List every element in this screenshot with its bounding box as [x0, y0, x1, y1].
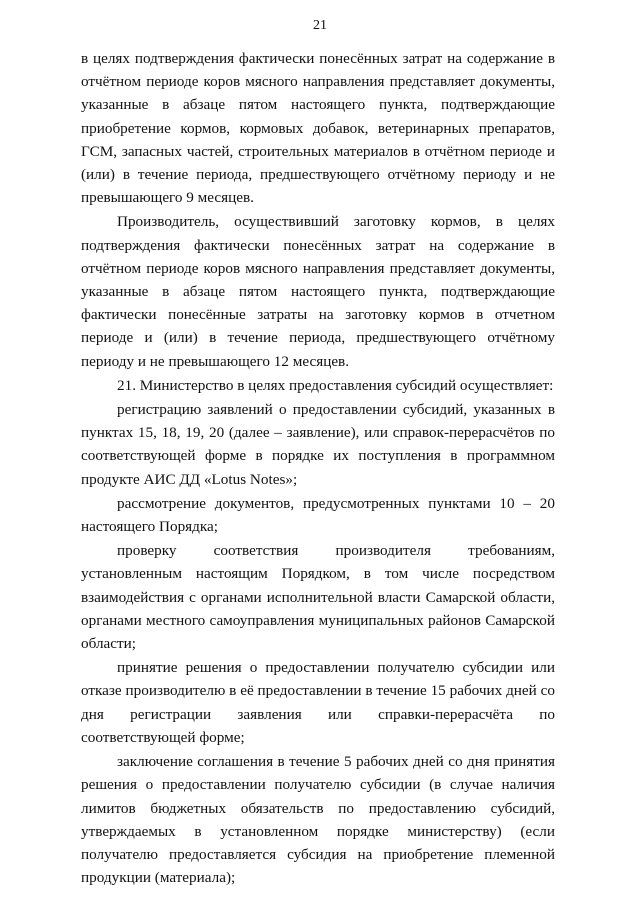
paragraph-feed-costs-documents: в целях подтверждения фактически понесённых затрат на содержание в отчётном периоде коров мясного направления представляет документы, указанные в абзаце пятом настоящего пункта, подтверждающие приобретение кормов, кормовых добавок, ветеринарных препаратов, ГСМ, запасных частей, строительных материалов в отчётном периоде и (или) в течение периода, предшествующего отчётному периоду и не превышающего 9 месяцев.: [81, 50, 555, 207]
paragraph-decision: принятие решения о предоставлении получателю субсидии или отказе производителю в её предоставлении в течение 15 рабочих дней со дня регистрации заявления или справки-перерасчёта по соответствующей форме;: [81, 659, 555, 746]
paragraph-producer-forage: Производитель, осуществивший заготовку кормов, в целях подтверждения фактически понесённых затрат на содержание в отчётном периоде коров мясного направления представляет документы, указанные в абзаце пятом настоящего пункта, подтверждающие фактически понесённые затраты на заготовку кормов в отчетном периоде и (или) в течение периода, предшествующего отчётному периоду и не превышающего 12 месяцев.: [81, 213, 555, 370]
paragraph-agreement: заключение соглашения в течение 5 рабочих дней со дня принятия решения о предоставлении получателю субсидии (в случае наличия лимитов бюджетных обязательств по предоставлению субсидий, утверждаемых в установленном порядке министерству) (если получателю предоставляется субсидия на приобретение племенной продукции (материала);: [81, 753, 555, 887]
paragraph-compliance-check: проверку соответствия производителя требованиям, установленным настоящим Порядком, в том числе посредством взаимодействия с органами исполнительной власти Самарской области, органами местного самоуправления муниципальных районов Самарской области;: [81, 542, 555, 653]
paragraph-review-documents: рассмотрение документов, предусмотренных пунктами 10 – 20 настоящего Порядка;: [81, 494, 555, 536]
paragraph-item-21: 21. Министерство в целях предоставления субсидий осуществляет:: [117, 376, 554, 394]
paragraph-registration: регистрацию заявлений о предоставлении субсидий, указанных в пунктах 15, 18, 19, 20 (далее – заявление), или справок-перерасчётов по соответствующей форме в порядке их поступления в программном продукте АИС ДД «Lotus Notes»;: [81, 401, 555, 488]
document-body: [81, 47, 555, 889]
page-number: 21: [313, 18, 327, 33]
